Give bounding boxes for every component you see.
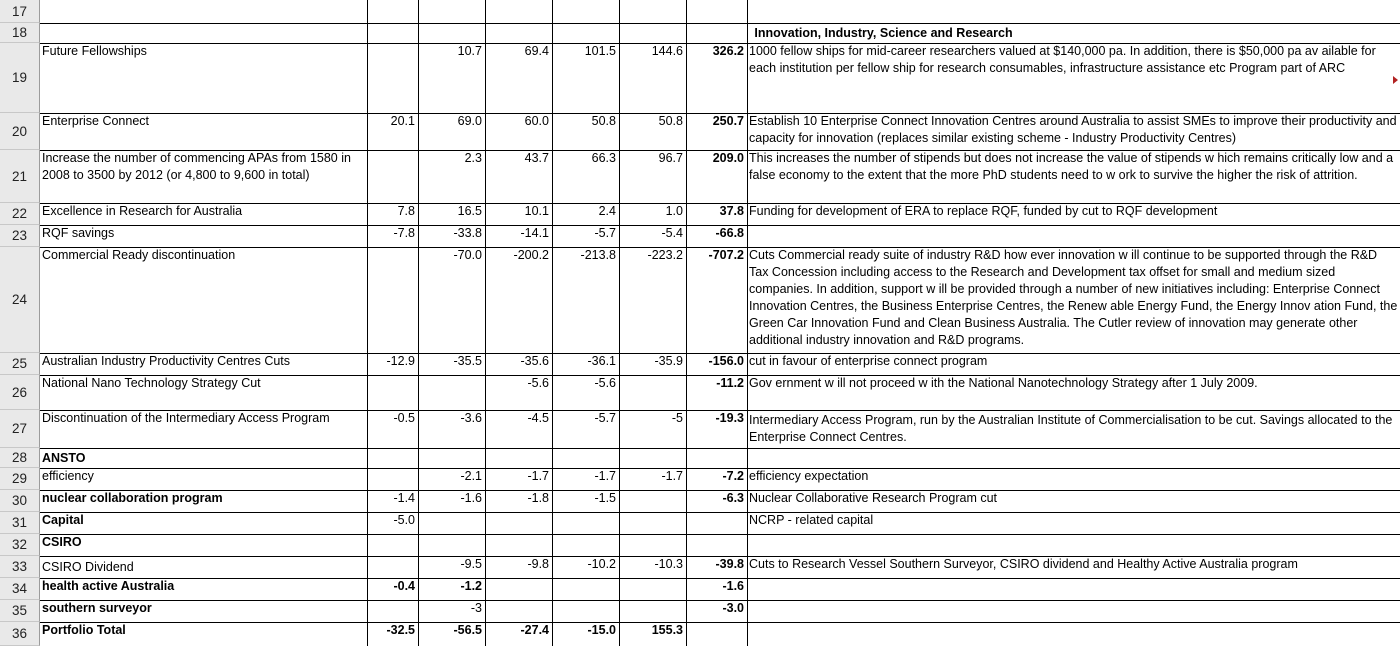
value-cell[interactable]: -5.0	[393, 513, 415, 527]
value-cell[interactable]	[619, 600, 686, 622]
value-cell[interactable]: 50.8	[591, 114, 616, 128]
row-label-cell[interactable]: RQF savings	[42, 226, 115, 240]
value-cell[interactable]: 50.8	[658, 114, 683, 128]
value-cell[interactable]: 144.6	[651, 44, 683, 58]
row-header[interactable]: 33	[0, 556, 40, 578]
row-label-cell[interactable]: Increase the number of commencing APAs from 1580 in 2008 to 3500 by 2012 (or 4,800 to 9,600 in total)	[42, 151, 351, 182]
column-gridline	[686, 0, 687, 646]
row-gridline	[40, 490, 1400, 491]
note-cell[interactable]: This increases the number of stipends but does not increase the value of stipends w hich remains critically low and a false economy to the extent that the more PhD students need to w ork to survive the higher the risk of attrition.	[749, 151, 1394, 182]
note-cell[interactable]	[747, 578, 1400, 600]
note-cell[interactable]: Funding for development of ERA to replace RQF, funded by cut to RQF development	[749, 204, 1218, 218]
total-value-cell[interactable]: -66.8	[715, 226, 744, 240]
value-cell[interactable]: -1.5	[594, 491, 616, 505]
row-label-cell[interactable]: Australian Industry Productivity Centres Cuts	[42, 354, 291, 368]
value-cell[interactable]: -1.6	[460, 491, 482, 505]
row-header[interactable]: 36	[0, 622, 40, 646]
value-cell[interactable]: -200.2	[513, 248, 549, 262]
value-cell[interactable]: -7.8	[393, 226, 415, 240]
row-gridline	[40, 43, 1400, 44]
value-cell[interactable]	[367, 0, 418, 23]
value-cell[interactable]: -9.5	[460, 557, 482, 571]
value-cell[interactable]	[367, 534, 418, 556]
note-cell[interactable]	[747, 225, 1400, 247]
value-cell[interactable]	[619, 375, 686, 410]
row-gridline	[40, 534, 1400, 535]
row-header[interactable]: 31	[0, 512, 40, 534]
value-cell[interactable]: -4.5	[527, 411, 549, 425]
row-gridline	[40, 113, 1400, 114]
note-cell[interactable]: 1000 fellow ships for mid-career researchers valued at $140,000 pa. In addition, there is $50,000 pa av ailable for each institution per fellow ship for research consumables, infrastructure assistance etc Program part of ARC	[749, 44, 1376, 75]
row-label-cell[interactable]: Capital	[42, 513, 84, 527]
value-cell[interactable]: -36.1	[587, 354, 616, 368]
row-header[interactable]: 32	[0, 534, 40, 556]
note-cell[interactable]: Establish 10 Enterprise Connect Innovation Centres around Australia to assist SMEs to improve their productivity and capacity for innovation (replaces similar existing scheme - Industry Productivity Centres)	[749, 114, 1397, 145]
row-gridline	[40, 203, 1400, 204]
value-cell[interactable]: -0.5	[393, 411, 415, 425]
note-cell[interactable]	[747, 0, 1400, 23]
value-cell[interactable]: -14.1	[520, 226, 549, 240]
value-cell[interactable]	[367, 468, 418, 490]
total-value-cell[interactable]: -11.2	[716, 376, 744, 390]
value-cell[interactable]	[619, 448, 686, 468]
row-header[interactable]: 24	[0, 247, 40, 353]
note-cell[interactable]: NCRP - related capital	[749, 513, 874, 527]
total-value-cell[interactable]: 209.0	[712, 151, 744, 165]
row-gridline	[40, 247, 1400, 248]
section-title: Innovation, Industry, Science and Research	[367, 23, 1400, 43]
value-cell[interactable]: -35.6	[520, 354, 549, 368]
row-label-cell[interactable]: Commercial Ready discontinuation	[42, 248, 236, 262]
row-label-cell[interactable]: health active Australia	[42, 579, 175, 593]
row-gridline	[40, 410, 1400, 411]
row-header[interactable]: 19	[0, 43, 40, 113]
value-cell[interactable]	[485, 534, 552, 556]
note-cell[interactable]: Gov ernment w ill not proceed w ith the National Nanotechnology Strategy after 1 July 2009.	[749, 376, 1258, 390]
value-cell[interactable]	[418, 534, 485, 556]
value-cell[interactable]	[367, 556, 418, 578]
total-value-cell[interactable]	[686, 534, 747, 556]
total-value-cell[interactable]: -39.8	[715, 557, 744, 571]
value-cell[interactable]: 16.5	[457, 204, 482, 218]
total-value-cell[interactable]	[686, 0, 747, 23]
value-cell[interactable]: -35.9	[654, 354, 683, 368]
value-cell[interactable]: -56.5	[453, 623, 482, 637]
total-value-cell[interactable]: -7.2	[722, 469, 744, 483]
total-value-cell[interactable]	[686, 448, 747, 468]
value-cell[interactable]: 101.5	[584, 44, 616, 58]
value-cell[interactable]: 10.1	[524, 204, 549, 218]
total-value-cell[interactable]: -1.6	[722, 579, 744, 593]
value-cell[interactable]: -3.6	[460, 411, 482, 425]
value-cell[interactable]	[367, 150, 418, 203]
row-label-cell[interactable]: Future Fellowships	[42, 44, 147, 58]
value-cell[interactable]	[367, 448, 418, 468]
column-gridline	[367, 0, 368, 646]
column-gridline	[552, 0, 553, 646]
value-cell[interactable]: 1.0	[665, 204, 683, 218]
value-cell[interactable]	[485, 578, 552, 600]
value-cell[interactable]: 155.3	[651, 623, 683, 637]
value-cell[interactable]	[367, 375, 418, 410]
value-cell[interactable]	[619, 512, 686, 534]
value-cell[interactable]: -0.4	[393, 579, 415, 593]
note-cell[interactable]	[747, 600, 1400, 622]
value-cell[interactable]	[619, 490, 686, 512]
value-cell[interactable]: 2.4	[598, 204, 616, 218]
row-gridline	[40, 622, 1400, 623]
total-value-cell[interactable]	[686, 512, 747, 534]
total-value-cell[interactable]: 37.8	[719, 204, 744, 218]
value-cell[interactable]: -5.6	[594, 376, 616, 390]
note-cell[interactable]	[747, 448, 1400, 468]
value-cell[interactable]: -10.3	[654, 557, 683, 571]
value-cell[interactable]: -1.7	[661, 469, 683, 483]
value-cell[interactable]: -213.8	[580, 248, 616, 262]
row-label-cell[interactable]: Portfolio Total	[42, 623, 126, 637]
value-cell[interactable]	[485, 0, 552, 23]
value-cell[interactable]	[418, 0, 485, 23]
value-cell[interactable]: 60.0	[524, 114, 549, 128]
row-label-cell[interactable]: ANSTO	[42, 450, 86, 465]
value-cell[interactable]	[418, 448, 485, 468]
row-label-cell[interactable]: Discontinuation of the Intermediary Access Program	[42, 411, 330, 425]
row-gridline	[40, 375, 1400, 376]
value-cell[interactable]: -1.2	[460, 579, 482, 593]
row-label-cell[interactable]: National Nano Technology Strategy Cut	[42, 376, 261, 390]
value-cell[interactable]	[367, 43, 418, 113]
note-cell[interactable]: cut in favour of enterprise connect program	[749, 354, 988, 368]
row-gridline	[40, 600, 1400, 601]
value-cell[interactable]	[552, 512, 619, 534]
value-cell[interactable]	[418, 375, 485, 410]
row-header[interactable]: 28	[0, 448, 40, 468]
value-cell[interactable]: -223.2	[647, 248, 683, 262]
note-cell[interactable]: Nuclear Collaborative Research Program cut	[749, 491, 998, 505]
total-value-cell[interactable]: -707.2	[708, 248, 744, 262]
value-cell[interactable]: -32.5	[386, 623, 415, 637]
total-value-cell[interactable]: -6.3	[722, 491, 744, 505]
value-cell[interactable]: 7.8	[397, 204, 415, 218]
row-header[interactable]: 27	[0, 410, 40, 448]
note-cell[interactable]	[747, 534, 1400, 556]
value-cell[interactable]: 43.7	[524, 151, 549, 165]
value-cell[interactable]: 20.1	[390, 114, 415, 128]
value-cell[interactable]: -5.7	[594, 411, 616, 425]
note-cell[interactable]: Intermediary Access Program, run by the Australian Institute of Commercialisation to be cut. Savings allocated to the Enterprise Connect Centres.	[749, 413, 1393, 444]
value-cell[interactable]	[619, 0, 686, 23]
value-cell[interactable]: -5	[671, 411, 683, 425]
value-cell[interactable]: 69.4	[524, 44, 549, 58]
row-label-cell[interactable]	[40, 0, 367, 23]
note-cell[interactable]: Cuts to Research Vessel Southern Surveyor, CSIRO dividend and Healthy Active Australia program	[749, 557, 1298, 571]
value-cell[interactable]: -1.8	[527, 491, 549, 505]
row-label-cell[interactable]: CSIRO	[42, 535, 82, 549]
total-value-cell[interactable]: -19.3	[715, 411, 744, 425]
comment-indicator-icon[interactable]	[1393, 76, 1398, 84]
value-cell[interactable]: -2.1	[460, 469, 482, 483]
value-cell[interactable]	[619, 578, 686, 600]
row-header[interactable]: 18	[0, 23, 40, 43]
value-cell[interactable]: -1.7	[594, 469, 616, 483]
note-cell[interactable]: efficiency expectation	[749, 469, 869, 483]
value-cell[interactable]: 69.0	[457, 114, 482, 128]
value-cell[interactable]	[552, 448, 619, 468]
value-cell[interactable]	[552, 578, 619, 600]
row-label-cell[interactable]: nuclear collaboration program	[42, 491, 223, 505]
row-label-cell[interactable]: southern surveyor	[42, 601, 152, 615]
total-value-cell[interactable]	[686, 622, 747, 646]
row-gridline	[40, 512, 1400, 513]
value-cell[interactable]: -10.2	[587, 557, 616, 571]
total-value-cell[interactable]: 326.2	[712, 44, 744, 58]
value-cell[interactable]: -33.8	[453, 226, 482, 240]
row-header[interactable]: 21	[0, 150, 40, 203]
value-cell[interactable]: 10.7	[457, 44, 482, 58]
value-cell[interactable]	[485, 448, 552, 468]
row-header[interactable]: 26	[0, 375, 40, 410]
value-cell[interactable]: 66.3	[591, 151, 616, 165]
value-cell[interactable]	[552, 600, 619, 622]
row-gridline	[40, 468, 1400, 469]
row-label-cell[interactable]: CSIRO Dividend	[42, 559, 134, 574]
value-cell[interactable]	[367, 247, 418, 353]
value-cell[interactable]	[552, 0, 619, 23]
note-cell[interactable]	[747, 622, 1400, 646]
value-cell[interactable]: -9.8	[527, 557, 549, 571]
column-gridline	[485, 0, 486, 646]
total-value-cell[interactable]: 250.7	[712, 114, 744, 128]
total-value-cell[interactable]: -156.0	[708, 354, 744, 368]
row-gridline	[40, 23, 1400, 24]
row-header[interactable]: 20	[0, 113, 40, 150]
row-gridline	[40, 448, 1400, 449]
value-cell[interactable]	[367, 600, 418, 622]
value-cell[interactable]: 96.7	[658, 151, 683, 165]
value-cell[interactable]: -27.4	[520, 623, 549, 637]
value-cell[interactable]: -35.5	[453, 354, 482, 368]
value-cell[interactable]: -15.0	[587, 623, 616, 637]
row-header[interactable]: 30	[0, 490, 40, 512]
row-label-cell[interactable]	[40, 23, 367, 43]
column-gridline	[619, 0, 620, 646]
row-gridline	[40, 225, 1400, 226]
value-cell[interactable]: -5.6	[527, 376, 549, 390]
column-gridline	[747, 0, 748, 646]
total-value-cell[interactable]: -3.0	[722, 601, 744, 615]
row-gridline	[40, 353, 1400, 354]
row-gridline	[40, 150, 1400, 151]
note-cell[interactable]: Cuts Commercial ready suite of industry R&D how ever innovation w ill continue to be supported through the R&D Tax Concession including access to the Research and Development tax offset for small and medium sized companies. In addition, support w ill be provided through a number of new initiatives including: Enterprise Connect Innovation Centres, the Business Enterprise Centres, the Renew able Energy Fund, the Energy Innov ation Fund, the Green Car Innovation Fund and Clean Business Australia. The Cutler review of innovation may generate other additional industry innovation and R&D programs.	[749, 248, 1398, 347]
row-header[interactable]: 22	[0, 203, 40, 225]
row-header[interactable]: 23	[0, 225, 40, 247]
value-cell[interactable]	[552, 534, 619, 556]
row-label-cell[interactable]: Excellence in Research for Australia	[42, 204, 243, 218]
value-cell[interactable]	[619, 534, 686, 556]
value-cell[interactable]: -5.4	[661, 226, 683, 240]
value-cell[interactable]: -1.4	[393, 491, 415, 505]
value-cell[interactable]: -5.7	[594, 226, 616, 240]
value-cell[interactable]: -1.7	[527, 469, 549, 483]
row-header[interactable]: 17	[0, 0, 40, 23]
value-cell[interactable]	[485, 512, 552, 534]
row-gridline	[40, 578, 1400, 579]
value-cell[interactable]: -70.0	[453, 248, 482, 262]
value-cell[interactable]	[418, 512, 485, 534]
value-cell[interactable]: -12.9	[386, 354, 415, 368]
row-header[interactable]: 34	[0, 578, 40, 600]
value-cell[interactable]: -3	[470, 601, 482, 615]
column-gridline	[418, 0, 419, 646]
row-gridline	[40, 556, 1400, 557]
row-header[interactable]: 29	[0, 468, 40, 490]
row-header[interactable]: 35	[0, 600, 40, 622]
row-header[interactable]: 25	[0, 353, 40, 375]
row-label-cell[interactable]: Enterprise Connect	[42, 114, 150, 128]
value-cell[interactable]	[485, 600, 552, 622]
row-label-cell[interactable]: efficiency	[42, 469, 94, 483]
value-cell[interactable]: 2.3	[464, 151, 482, 165]
